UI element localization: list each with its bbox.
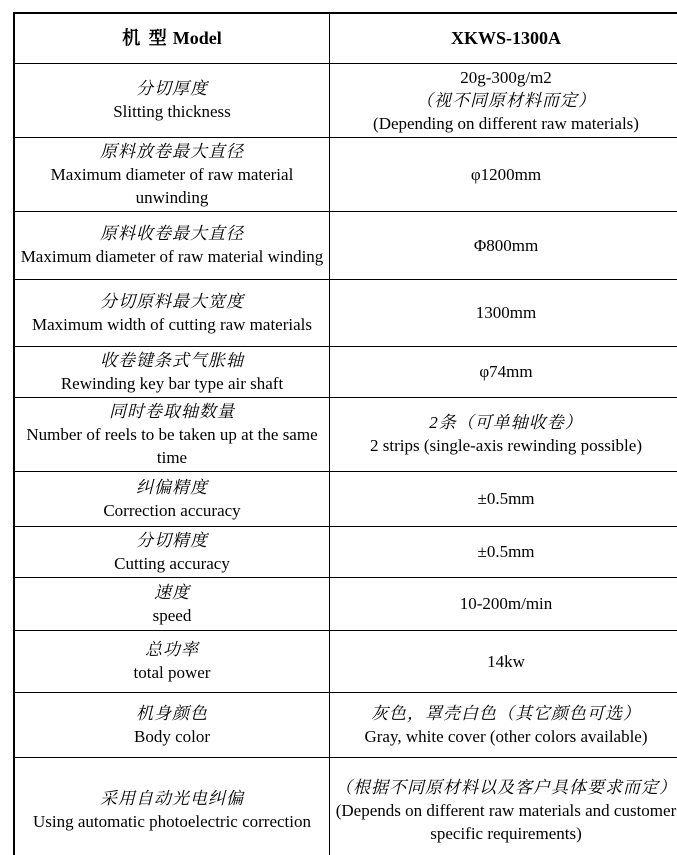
cell-text-zh: 2条（可单轴收卷） [429,413,583,432]
model-value-cell [330,13,677,63]
spec-label-cell [14,279,330,346]
spec-row [14,346,677,397]
cell-text-en: Maximum diameter of raw material unwinding [50,164,294,207]
cell-text-en: (Depending on different raw materials) [373,113,639,133]
cell-text-en: 10-200m/min [459,594,553,613]
cell-text-zh: 分切厚度 [136,79,208,98]
spec-row [14,692,677,757]
spec-row [14,471,677,526]
cell-text-en: Gray, white cover (other colors available) [364,726,648,746]
cell-text-en: ±0.5mm [477,489,535,508]
spec-label-cell [14,137,330,211]
spec-label-cell [14,397,330,471]
spec-value-cell [330,471,677,526]
spec-label-cell [14,211,330,279]
spec-label-cell [14,757,330,855]
spec-row [14,137,677,211]
spec-value-cell [330,346,677,397]
spec-row [14,526,677,577]
cell-text-en: XKWS-1300A [450,27,561,48]
cell-text-en: Model [172,27,222,48]
cell-text-zh: 分切原料最大宽度 [100,291,244,311]
cell-text-en: Slitting thickness [113,102,231,121]
spec-table [13,12,677,855]
cell-text-zh: 原料放卷最大直径 [100,141,244,161]
spec-row [14,211,677,279]
spec-row [14,279,677,346]
spec-label-cell [14,692,330,757]
cell-text-zh: 分切精度 [136,530,208,550]
spec-row [14,630,677,692]
spec-value-cell [330,279,677,346]
spec-row [14,757,677,855]
cell-text-zh: 机 型 [122,27,169,48]
spec-label-cell [14,630,330,692]
cell-text-en: Cutting accuracy [114,553,230,573]
cell-text-en: φ74mm [479,362,533,381]
cell-text-en: Using automatic photoelectric correction [32,812,312,832]
cell-text-en: Rewinding key bar type air shaft [60,373,284,393]
spec-value-cell [330,630,677,692]
cell-text-zh: 总功率 [145,640,199,659]
cell-text-en: speed [152,605,192,625]
spec-value-cell [330,397,677,471]
spec-value-cell [330,526,677,577]
model-header-cell [14,13,330,63]
table-header-row [14,13,677,63]
cell-text-en: 14kw [487,651,525,671]
cell-text-en: Number of reels to be taken up at the same time [26,424,318,467]
spec-label-cell [14,63,330,137]
cell-text-zh: 灰色，罩壳白色（其它颜色可选） [371,703,641,723]
cell-text-en: Correction accuracy [103,500,241,520]
spec-value-cell [330,577,677,630]
spec-row [14,63,677,137]
cell-text-en: 20g-300g/m2 [460,67,552,87]
spec-value-cell [330,211,677,279]
spec-label-cell [14,471,330,526]
cell-text-en: 1300mm [475,303,537,322]
cell-text-en: Maximum diameter of raw material winding [20,247,324,266]
spec-row [14,397,677,471]
spec-value-cell [330,757,677,855]
cell-text-en: 2 strips (single-axis rewinding possible) [370,436,642,455]
cell-text-en: (Depends on different raw materials and customer specific requirements) [335,800,677,843]
cell-text-zh: 原料收卷最大直径 [100,224,244,243]
cell-text-zh: 采用自动光电纠偏 [100,789,244,809]
cell-text-zh: 收卷键条式气胀轴 [100,350,244,370]
cell-text-en: ±0.5mm [477,542,535,561]
cell-text-zh: （根据不同原材料以及客户具体要求而定） [335,777,677,797]
cell-text-zh: 机身颜色 [136,703,208,723]
cell-text-zh: 速度 [154,582,190,602]
spec-label-cell [14,577,330,630]
cell-text-en: Body color [133,726,211,746]
spec-value-cell [330,692,677,757]
cell-text-en: φ1200mm [470,164,542,184]
cell-text-zh: 纠偏精度 [136,477,208,497]
spec-value-cell [330,63,677,137]
spec-label-cell [14,346,330,397]
spec-value-cell [330,137,677,211]
spec-label-cell [14,526,330,577]
spec-table-body [14,13,677,855]
cell-text-en: Maximum width of cutting raw materials [32,314,312,334]
cell-text-en: total power [133,663,211,682]
cell-text-zh: 同时卷取轴数量 [109,401,235,421]
spec-row [14,577,677,630]
cell-text-zh: （视不同原材料而定） [416,90,596,110]
cell-text-en: Φ800mm [473,235,539,255]
